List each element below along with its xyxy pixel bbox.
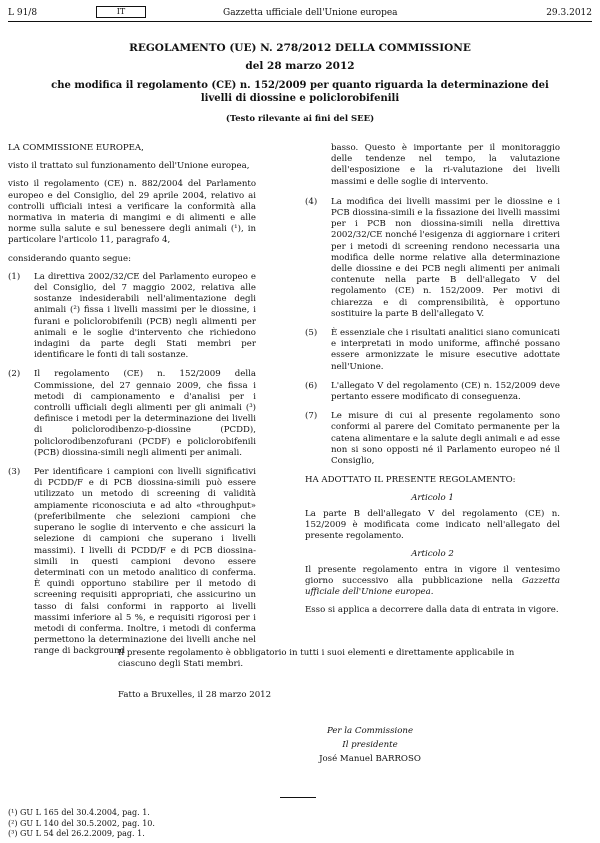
recital-number: (5) [305, 328, 318, 339]
footnote-mark: (³) [8, 829, 18, 838]
footnote-text: GU L 54 del 26.2.2009, pag. 1. [20, 829, 145, 838]
preamble-treaty: visto il trattato sul funzionamento dell'Unione europea, [8, 161, 250, 172]
binding-clause: Il presente regolamento è obbligatorio in tutti i suoi elementi e direttamente applicabile in ciascuno degli Stati membri. [118, 648, 515, 670]
preamble-whereas: considerando quanto segue: [8, 253, 132, 264]
journal-name-italic: Gazzetta ufficiale dell'Unione europea [305, 575, 560, 597]
article-2-application: Esso si applica a decorrere dalla data di entrata in vigore. [305, 605, 559, 616]
footnote-rule [280, 797, 316, 798]
footnotes [8, 808, 155, 840]
footnote-2 [8, 819, 155, 830]
preamble-commission: LA COMMISSIONE EUROPEA, [8, 143, 144, 153]
eea-relevance: (Testo rilevante ai fini del SEE) [225, 114, 375, 124]
footnote-text: GU L 140 del 30.5.2002, pag. 10. [20, 818, 155, 828]
regulation-subject: che modifica il regolamento (CE) n. 152/2009 per quanto riguarda la determinazione dei livelli di diossine e policlorobifenili [51, 80, 549, 104]
article-2-heading: Articolo 2 [411, 549, 454, 560]
recital-text: Il regolamento (CE) n. 152/2009 della Commissione, del 27 gennaio 2009, che fissa i metodi di campionamento e d'analisi per i controlli ufficiali degli alimenti per gli animali (³) definisce i metodi per la determinazione dei livelli di policlorodibenzo-p-diossine (PCDD), policlorodibenzofurani (PCDF) e policlorobifenili (PCB) diossina-simili negli alimenti per animali. [34, 369, 256, 458]
regulation-title: REGOLAMENTO (UE) N. 278/2012 DELLA COMMISSIONE [129, 42, 471, 54]
recital-number: (3) [8, 467, 21, 478]
footnote-1 [8, 808, 155, 819]
recital-1 [8, 272, 256, 362]
article-1-heading: Articolo 1 [411, 493, 454, 504]
recital-6 [305, 381, 560, 403]
recital-7 [305, 411, 560, 467]
signatory-institution: Per la Commissione [326, 726, 414, 736]
left-column [8, 143, 256, 666]
recital-text: La modifica dei livelli massimi per le diossine e i PCB diossina-simili e la fissazione dei livelli massimi per i PCB non diossina-simili nella direttiva 2002/32/CE nonché l'esigenza di aggiornare i criteri per i metodi di screening rendono necessaria una modifica delle norme relative alla determinazione delle diossine e dei PCB negli alimenti per animali contenute nella parte B dell'allegato V del regolamento (CE) n. 152/2009. Per motivi di chiarezza e di comprensibilità, è opportuno sostituire la parte B dell'allegato V. [331, 196, 560, 319]
recital-2 [8, 369, 256, 459]
footnote-mark: (¹) [8, 808, 18, 817]
recital-4 [305, 197, 560, 320]
right-column [305, 143, 560, 623]
recital-text: La direttiva 2002/32/CE del Parlamento europeo e del Consiglio, del 7 maggio 2002, relativa alle sostanze indesiderabili nell'alimentazione degli animali (²) fissa i livelli massimi per le diossine, i furani e policlorobifenili (PCB) negli alimenti per animali e le soglie d'intervento che richiedono indagini da parte degli Stati membri per identificare le fonti di tali sostanze. [34, 271, 256, 361]
article-2-text-end: . [430, 586, 434, 597]
footnote-3 [8, 829, 155, 840]
journal-header [8, 6, 592, 20]
regulation-title-block [40, 42, 560, 126]
recital-number: (1) [8, 271, 21, 282]
recital-number: (6) [305, 380, 318, 391]
footnote-text: GU L 165 del 30.4.2004, pag. 1. [20, 808, 150, 817]
adopted-statement: HA ADOTTATO IL PRESENTE REGOLAMENTO: [305, 475, 516, 486]
article-2-text-start: Il presente regolamento entra in vigore il ventesimo giorno successivo alla pubblicazione nella [305, 564, 560, 586]
recital-text: Per identificare i campioni con livelli significativi di PCDD/F e di PCB diossina-simili può essere utilizzato un metodo di screening di validità ampiamente riconosciuta e ad alto «throughput» (preferibilmente che selezioni campioni che superano le soglie di intervento e che assicuri la selezione di campioni che superano i livelli massimi). I livelli di PCDD/F e di PCB diossina-simili in questi campioni devono essere determinati con un metodo analitico di conferma. È quindi opportuno stabilire per il metodo di screening requisiti appropriati, che assicurino un tasso di falsi conformi in rapporto ai livelli massimi inferiore al 5 %, e requisiti rigorosi per i metodi di conferma. Inoltre, i metodi di conferma permettono la determinazione dei livelli anche nel range di background [34, 467, 256, 657]
signatory-role: Il presidente [342, 740, 398, 750]
article-1-text: La parte B dell'allegato V del regolamento (CE) n. 152/2009 è modificata come indicato nell'allegato del presente regolamento. [305, 508, 560, 542]
footnote-mark: (²) [8, 818, 18, 828]
signature-block [300, 724, 440, 766]
article-2-text [305, 565, 560, 599]
recital-text: Le misure di cui al presente regolamento sono conformi al parere del Comitato permanente per la catena alimentare e la salute degli animali e ad esse non si sono opposti né il Parlamento europeo né il Consiglio, [331, 411, 560, 467]
recital-number: (2) [8, 369, 21, 380]
header-rule [8, 21, 592, 22]
preamble-regulation: visto il regolamento (CE) n. 882/2004 del Parlamento europeo e del Consiglio, del 29 aprile 2004, relativo ai controlli ufficiali intesi a verificare la conformità alla normativa in materia di mangimi e di alimenti e alle norme sulla salute e sul benessere degli animali (¹), in particolare l'articolo 11, paragrafo 4, [8, 179, 256, 246]
recital-number: (7) [305, 411, 318, 422]
recital-text: È essenziale che i risultati analitici siano comunicati e interpretati in modo uniforme, affinché possano essere armonizzate le misure esecutive adottate nell'Unione. [331, 328, 560, 372]
recital-5 [305, 328, 560, 373]
signatory-name: José Manuel BARROSO [319, 754, 421, 764]
place-and-date: Fatto a Bruxelles, il 28 marzo 2012 [118, 690, 272, 700]
journal-title: Gazzetta ufficiale dell'Unione europea [223, 8, 398, 18]
recital-3-continued: basso. Questo è importante per il monitoraggio delle tendenze nel tempo, la valutazione dell'esposizione e la ri-valutazione dei livelli massimi e delle soglie di intervento. [331, 143, 560, 187]
recital-number: (4) [305, 196, 318, 207]
language-code: IT [96, 6, 146, 18]
recital-text: L'allegato V del regolamento (CE) n. 152/2009 deve pertanto essere modificato di conseguenza. [331, 380, 560, 403]
publication-date: 29.3.2012 [546, 8, 592, 18]
recital-3 [8, 467, 256, 657]
regulation-date: del 28 marzo 2012 [245, 60, 355, 72]
page-reference: L 91/8 [8, 8, 38, 18]
